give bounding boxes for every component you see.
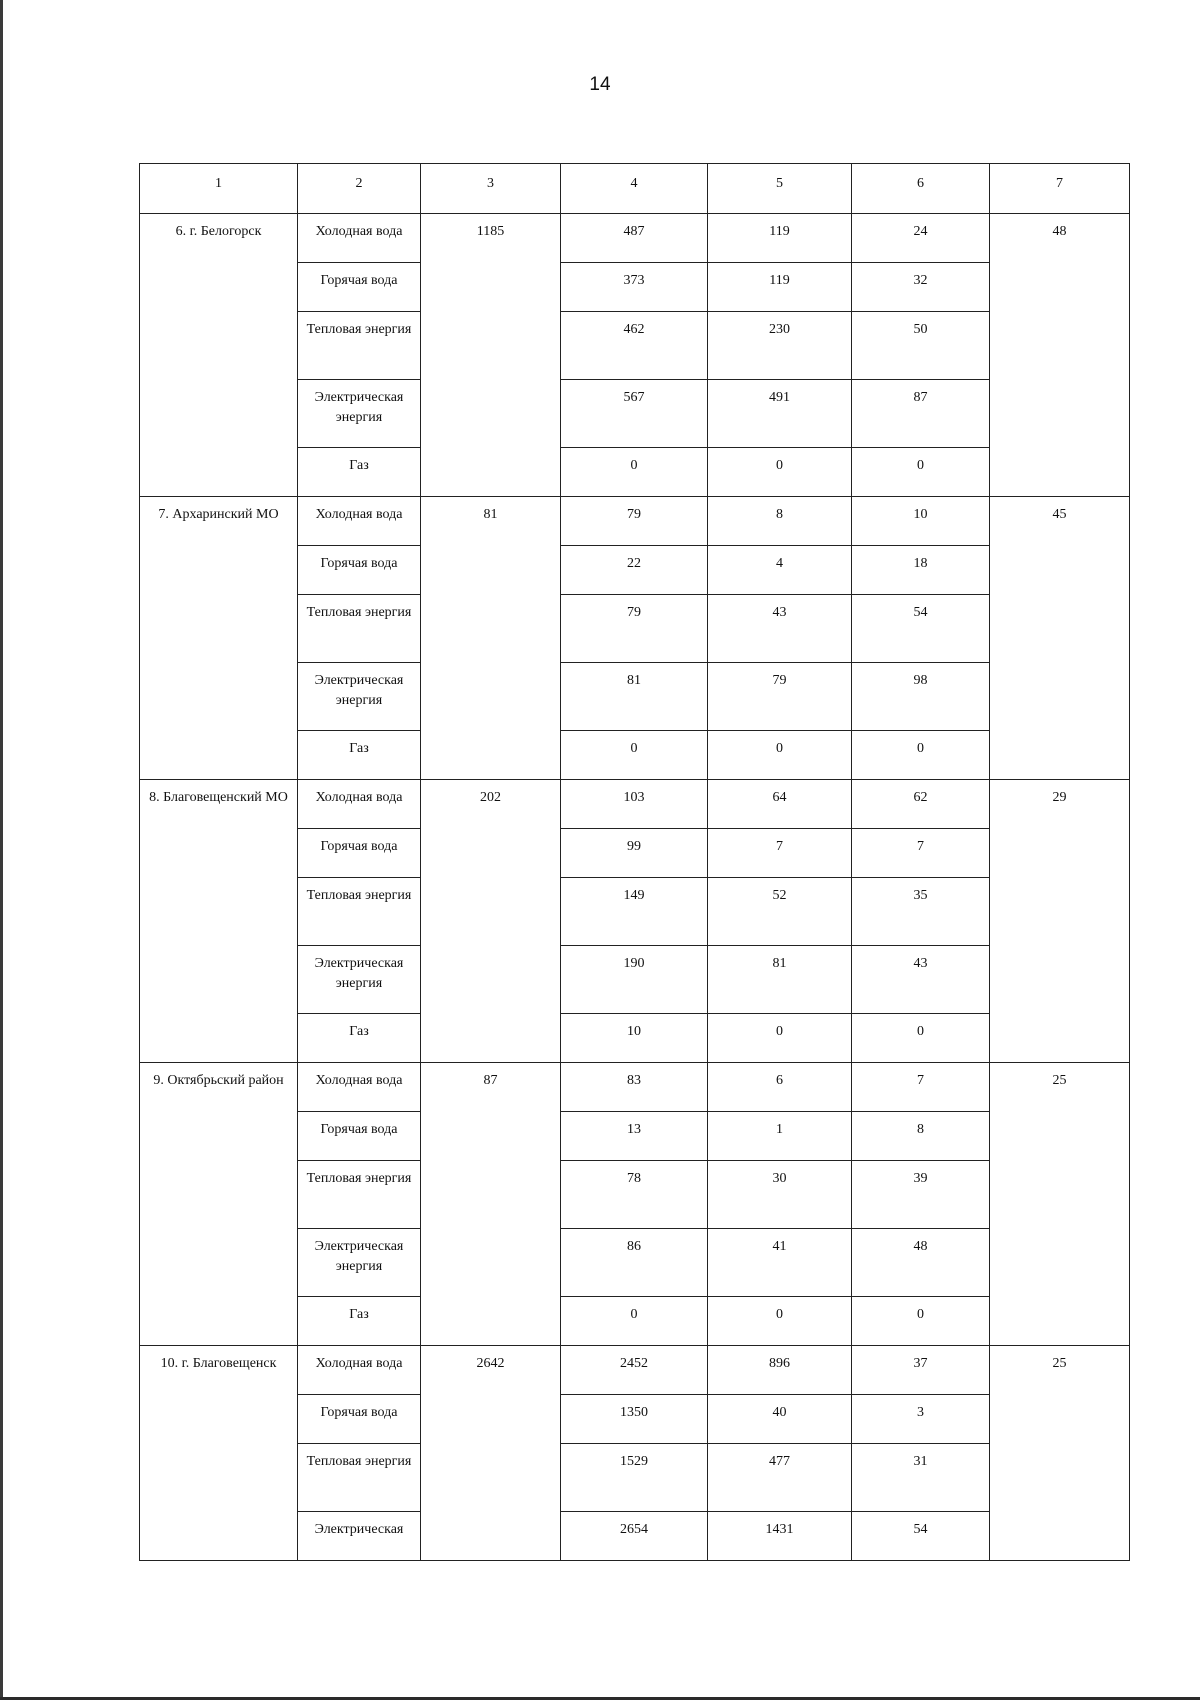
column-6-value: 62 <box>852 780 990 829</box>
column-6-value: 54 <box>852 595 990 663</box>
resource-type: Холодная вода <box>298 1346 421 1395</box>
column-6-value: 24 <box>852 214 990 263</box>
data-table <box>139 163 1130 1561</box>
column-6-value: 3 <box>852 1395 990 1444</box>
column-5-value: 79 <box>708 663 852 731</box>
column-4-value: 190 <box>561 946 708 1014</box>
column-4-value: 78 <box>561 1161 708 1229</box>
column-6-value: 0 <box>852 448 990 497</box>
column-5-value: 43 <box>708 595 852 663</box>
resource-type: Горячая вода <box>298 829 421 878</box>
scan-left-edge <box>0 0 3 1700</box>
column-6-value: 43 <box>852 946 990 1014</box>
column-5-value: 1431 <box>708 1512 852 1561</box>
resource-type: Электрическая энергия <box>298 946 421 1014</box>
resource-type: Электрическая <box>298 1512 421 1561</box>
column-5-value: 64 <box>708 780 852 829</box>
column-header: 5 <box>708 164 852 214</box>
column-4-value: 99 <box>561 829 708 878</box>
column-4-value: 2452 <box>561 1346 708 1395</box>
column-4-value: 81 <box>561 663 708 731</box>
resource-type: Тепловая энергия <box>298 595 421 663</box>
column-header: 6 <box>852 164 990 214</box>
column-4-value: 103 <box>561 780 708 829</box>
page-number: 14 <box>589 74 611 95</box>
resource-type: Горячая вода <box>298 1112 421 1161</box>
resource-type: Холодная вода <box>298 780 421 829</box>
municipality-name: 7. Архаринский МО <box>140 497 298 780</box>
column-6-value: 8 <box>852 1112 990 1161</box>
column-6-value: 7 <box>852 829 990 878</box>
resource-type: Газ <box>298 1014 421 1063</box>
column-5-value: 119 <box>708 214 852 263</box>
resource-type: Электрическая энергия <box>298 1229 421 1297</box>
column-4-value: 2654 <box>561 1512 708 1561</box>
column-3-value: 87 <box>421 1063 561 1346</box>
column-5-value: 230 <box>708 312 852 380</box>
resource-type: Горячая вода <box>298 1395 421 1444</box>
column-7-value: 29 <box>990 780 1130 1063</box>
resource-type: Тепловая энергия <box>298 312 421 380</box>
resource-type: Газ <box>298 448 421 497</box>
column-4-value: 149 <box>561 878 708 946</box>
column-6-value: 98 <box>852 663 990 731</box>
column-4-value: 0 <box>561 448 708 497</box>
table-row <box>140 214 1130 263</box>
column-4-value: 79 <box>561 497 708 546</box>
column-3-value: 1185 <box>421 214 561 497</box>
column-3-value: 202 <box>421 780 561 1063</box>
column-5-value: 0 <box>708 448 852 497</box>
column-4-value: 462 <box>561 312 708 380</box>
column-6-value: 39 <box>852 1161 990 1229</box>
column-7-value: 25 <box>990 1346 1130 1561</box>
column-6-value: 0 <box>852 731 990 780</box>
municipality-name: 8. Благовещенский МО <box>140 780 298 1063</box>
column-4-value: 10 <box>561 1014 708 1063</box>
column-5-value: 0 <box>708 1014 852 1063</box>
column-5-value: 81 <box>708 946 852 1014</box>
column-6-value: 31 <box>852 1444 990 1512</box>
resource-type: Газ <box>298 1297 421 1346</box>
column-7-value: 48 <box>990 214 1130 497</box>
column-4-value: 373 <box>561 263 708 312</box>
column-5-value: 7 <box>708 829 852 878</box>
column-5-value: 491 <box>708 380 852 448</box>
column-4-value: 567 <box>561 380 708 448</box>
column-6-value: 54 <box>852 1512 990 1561</box>
municipality-name: 6. г. Белогорск <box>140 214 298 497</box>
column-3-value: 81 <box>421 497 561 780</box>
table-body <box>140 214 1130 1561</box>
column-5-value: 8 <box>708 497 852 546</box>
column-4-value: 487 <box>561 214 708 263</box>
column-6-value: 32 <box>852 263 990 312</box>
resource-type: Холодная вода <box>298 497 421 546</box>
column-6-value: 0 <box>852 1297 990 1346</box>
column-5-value: 1 <box>708 1112 852 1161</box>
resource-type: Электрическая энергия <box>298 380 421 448</box>
resource-type: Горячая вода <box>298 263 421 312</box>
resource-type: Тепловая энергия <box>298 878 421 946</box>
column-4-value: 86 <box>561 1229 708 1297</box>
table-row <box>140 1346 1130 1395</box>
column-5-value: 0 <box>708 731 852 780</box>
column-6-value: 48 <box>852 1229 990 1297</box>
column-7-value: 25 <box>990 1063 1130 1346</box>
column-4-value: 1350 <box>561 1395 708 1444</box>
resource-type: Холодная вода <box>298 1063 421 1112</box>
municipality-name: 10. г. Благовещенск <box>140 1346 298 1561</box>
column-6-value: 35 <box>852 878 990 946</box>
resource-type: Газ <box>298 731 421 780</box>
header-row <box>140 164 1130 214</box>
column-5-value: 0 <box>708 1297 852 1346</box>
column-6-value: 50 <box>852 312 990 380</box>
column-header: 7 <box>990 164 1130 214</box>
municipality-name: 9. Октябрьский район <box>140 1063 298 1346</box>
column-5-value: 896 <box>708 1346 852 1395</box>
column-5-value: 4 <box>708 546 852 595</box>
column-6-value: 10 <box>852 497 990 546</box>
column-5-value: 6 <box>708 1063 852 1112</box>
column-5-value: 52 <box>708 878 852 946</box>
column-header: 2 <box>298 164 421 214</box>
column-6-value: 18 <box>852 546 990 595</box>
column-5-value: 40 <box>708 1395 852 1444</box>
column-header: 1 <box>140 164 298 214</box>
column-6-value: 0 <box>852 1014 990 1063</box>
column-5-value: 41 <box>708 1229 852 1297</box>
table-row <box>140 1063 1130 1112</box>
column-6-value: 7 <box>852 1063 990 1112</box>
column-4-value: 1529 <box>561 1444 708 1512</box>
column-5-value: 477 <box>708 1444 852 1512</box>
resource-type: Тепловая энергия <box>298 1444 421 1512</box>
column-4-value: 22 <box>561 546 708 595</box>
column-4-value: 13 <box>561 1112 708 1161</box>
column-4-value: 83 <box>561 1063 708 1112</box>
resource-type: Холодная вода <box>298 214 421 263</box>
resource-type: Электрическая энергия <box>298 663 421 731</box>
column-4-value: 0 <box>561 731 708 780</box>
table-row <box>140 780 1130 829</box>
resource-type: Горячая вода <box>298 546 421 595</box>
column-header: 3 <box>421 164 561 214</box>
column-4-value: 0 <box>561 1297 708 1346</box>
column-5-value: 119 <box>708 263 852 312</box>
table-row <box>140 497 1130 546</box>
column-7-value: 45 <box>990 497 1130 780</box>
column-4-value: 79 <box>561 595 708 663</box>
column-6-value: 87 <box>852 380 990 448</box>
resource-type: Тепловая энергия <box>298 1161 421 1229</box>
column-header: 4 <box>561 164 708 214</box>
column-5-value: 30 <box>708 1161 852 1229</box>
column-6-value: 37 <box>852 1346 990 1395</box>
column-3-value: 2642 <box>421 1346 561 1561</box>
